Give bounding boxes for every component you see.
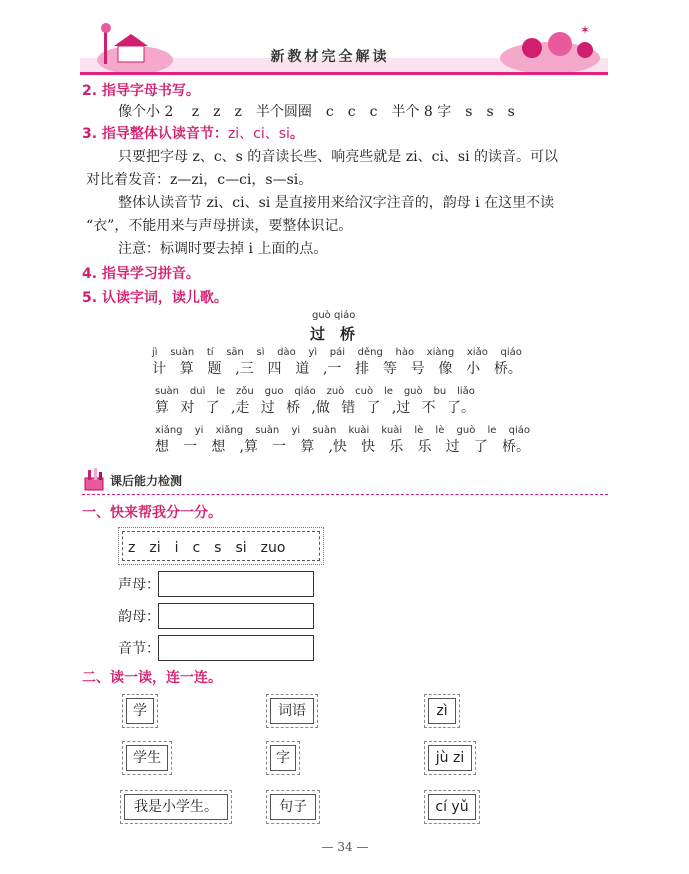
- label-syllables: 音节：: [118, 641, 160, 657]
- header-divider: [80, 72, 608, 75]
- poem-pinyin-syllable: děng: [357, 347, 383, 358]
- poem-character: 排: [355, 361, 370, 377]
- poem-pinyin-syllable: qiáo: [500, 347, 522, 358]
- poem-pinyin-syllable: jì: [152, 347, 158, 358]
- section-3-p3: 注意：标调时要去掉 i 上面的点。: [118, 241, 328, 257]
- poem-pinyin-syllable: kuài: [381, 425, 403, 436]
- poem-pinyin-syllable: suàn: [170, 347, 195, 358]
- poem-pinyin-syllable: zuò: [326, 386, 345, 397]
- section-5-title: 5. 认读字词，读儿歌。: [82, 290, 228, 306]
- poem-character: 想: [155, 439, 169, 455]
- section-3-p2b: “衣”，不能用来与声母拼读，要整体识记。: [86, 218, 353, 234]
- poem-pinyin-syllable: le: [384, 386, 393, 397]
- poem-pinyin-syllable: liǎo: [457, 386, 475, 397]
- right-item-1[interactable]: zì: [428, 698, 456, 724]
- right-item-2[interactable]: jù zi: [428, 745, 472, 771]
- poem-pinyin-syllable: qiáo: [508, 425, 530, 436]
- letters-box: [122, 531, 320, 561]
- poem-pinyin-syllable: le: [487, 425, 497, 436]
- poem-character: 了: [205, 400, 220, 416]
- poem-character: 了: [366, 400, 381, 416]
- section-3-p1a: 只要把字母 z、c、s 的音读长些、响亮些就是 zi、ci、si 的读音。可以: [118, 149, 559, 165]
- poem-character: 四: [267, 361, 282, 377]
- syllables-answer-field[interactable]: [158, 635, 314, 661]
- poem-character: ,三: [235, 361, 254, 377]
- poem-pinyin-syllable: xiàng: [426, 347, 455, 358]
- poem-pinyin-syllable: xiǎo: [466, 347, 488, 358]
- initials-answer-field[interactable]: [158, 571, 314, 597]
- label-initials: 声母：: [118, 577, 160, 593]
- q1-title: 一、快来帮我分一分。: [82, 505, 222, 521]
- poem-character: 不: [421, 400, 436, 416]
- poem-title-pinyin: guò qiáo: [312, 310, 356, 321]
- poem-pinyin-syllable: guo: [264, 386, 284, 397]
- poem-pinyin-syllable: pái: [329, 347, 346, 358]
- section-4-title: 4. 指导学习拼音。: [82, 266, 200, 282]
- poem-character: ,走: [230, 400, 250, 416]
- poem-pinyin-syllable: xiǎng: [215, 425, 244, 436]
- poem-character: 道: [295, 361, 310, 377]
- left-item-3[interactable]: 我是小学生。: [124, 794, 228, 820]
- section-2-line: 像个小 2 z z z 半个圆圈 c c c 半个 8 字 s s s: [118, 104, 515, 120]
- poem-pinyin-syllable: suàn: [155, 386, 180, 397]
- poem-pinyin-syllable: duì: [189, 386, 206, 397]
- poem-pinyin-syllable: dào: [277, 347, 296, 358]
- poem-character: 了。: [446, 400, 475, 416]
- poem-pinyin-syllable: xiǎng: [155, 425, 183, 436]
- svg-text:✶: ✶: [580, 23, 591, 37]
- poem-character: 像: [438, 361, 453, 377]
- left-item-1[interactable]: 学: [126, 698, 154, 724]
- poem-pinyin-syllable: suàn: [312, 425, 337, 436]
- poem-character: 一: [183, 439, 198, 455]
- poem-character: 对: [180, 400, 195, 416]
- section-3-p1b: 对比着发音：z—zi，c—ci，s—si。: [86, 172, 313, 188]
- poem-pinyin-syllable: lè: [414, 425, 424, 436]
- poem-pinyin-syllable: hào: [395, 347, 415, 358]
- poem-pinyin-syllable: qiáo: [294, 386, 316, 397]
- section-3-title: 3. 指导整体认读音节：zi、ci、si。: [82, 126, 304, 142]
- poem-pinyin-syllable: cuò: [355, 386, 374, 397]
- poem-character: 等: [382, 361, 397, 377]
- exercise-banner: 课后能力检测: [110, 474, 183, 488]
- poem-character: ,一: [322, 361, 342, 377]
- poem-title: 过 桥: [310, 325, 356, 343]
- poem-pinyin-syllable: le: [216, 386, 226, 397]
- middle-item-2[interactable]: 字: [270, 745, 296, 771]
- castle-illustration: [97, 23, 173, 74]
- poem-character: 过: [445, 439, 460, 455]
- poem-character: 过: [260, 400, 275, 416]
- poem-character: 快: [361, 439, 376, 455]
- label-finals: 韵母：: [118, 609, 160, 625]
- poem-line-2: [155, 386, 475, 417]
- poem-character: 计: [152, 361, 166, 377]
- poem-pinyin-syllable: bu: [433, 386, 447, 397]
- poem-character: 小: [466, 361, 481, 377]
- poem-character: ,过: [391, 400, 411, 416]
- poem-pinyin-syllable: sān: [226, 347, 244, 358]
- poem-character: 算: [155, 400, 169, 416]
- poem-character: 乐: [417, 439, 432, 455]
- flower-illustration: [500, 23, 600, 74]
- poem-character: 算: [300, 439, 315, 455]
- poem-pinyin-syllable: zǒu: [236, 386, 254, 397]
- right-item-3[interactable]: cí yǔ: [428, 794, 476, 820]
- poem-pinyin-syllable: sì: [256, 347, 265, 358]
- section-2-title: 2. 指导字母书写。: [82, 83, 200, 99]
- poem-character: 题: [207, 361, 222, 377]
- left-item-2[interactable]: 学生: [126, 745, 168, 771]
- middle-item-3[interactable]: 句子: [270, 794, 316, 820]
- poem-line-3: [155, 425, 530, 456]
- poem-pinyin-syllable: suàn: [255, 425, 280, 436]
- poem-character: 号: [410, 361, 425, 377]
- middle-item-1[interactable]: 词语: [270, 698, 314, 724]
- header-title: 新教材完全解读: [270, 49, 390, 65]
- poem-character: ,做: [311, 400, 330, 416]
- poem-character: 乐: [389, 439, 404, 455]
- page-number: — 34 —: [321, 840, 369, 854]
- poem-pinyin-syllable: guò: [456, 425, 476, 436]
- finals-answer-field[interactable]: [158, 603, 314, 629]
- poem-pinyin-syllable: guò: [403, 386, 423, 397]
- poem-character: 想: [211, 439, 226, 455]
- banner-divider: [82, 494, 608, 495]
- section-3-p2a: 整体认读音节 zi、ci、si 是直接用来给汉字注音的，韵母 i 在这里不读: [118, 195, 555, 211]
- poem-pinyin-syllable: kuài: [348, 425, 370, 436]
- poem-character: 了: [473, 439, 488, 455]
- poem-line-1: [152, 347, 522, 378]
- q2-title: 二、读一读，连一连。: [82, 670, 222, 686]
- poem-pinyin-syllable: lè: [435, 425, 445, 436]
- poem-character: 错: [341, 400, 356, 416]
- poem-character: ,算: [239, 439, 258, 455]
- poem-pinyin-syllable: yi: [194, 425, 204, 436]
- poem-character: 桥。: [501, 439, 530, 455]
- poem-character: 一: [272, 439, 287, 455]
- poem-character: 算: [179, 361, 194, 377]
- pencil-box-icon: [82, 468, 108, 492]
- letters-list: z zi i c s si zuo: [128, 540, 286, 556]
- poem-character: ,快: [328, 439, 347, 455]
- poem-character: 桥。: [493, 361, 522, 377]
- poem-pinyin-syllable: yi: [291, 425, 301, 436]
- poem-pinyin-syllable: tí: [206, 347, 214, 358]
- poem-character: 桥: [286, 400, 301, 416]
- poem-pinyin-syllable: yì: [308, 347, 318, 358]
